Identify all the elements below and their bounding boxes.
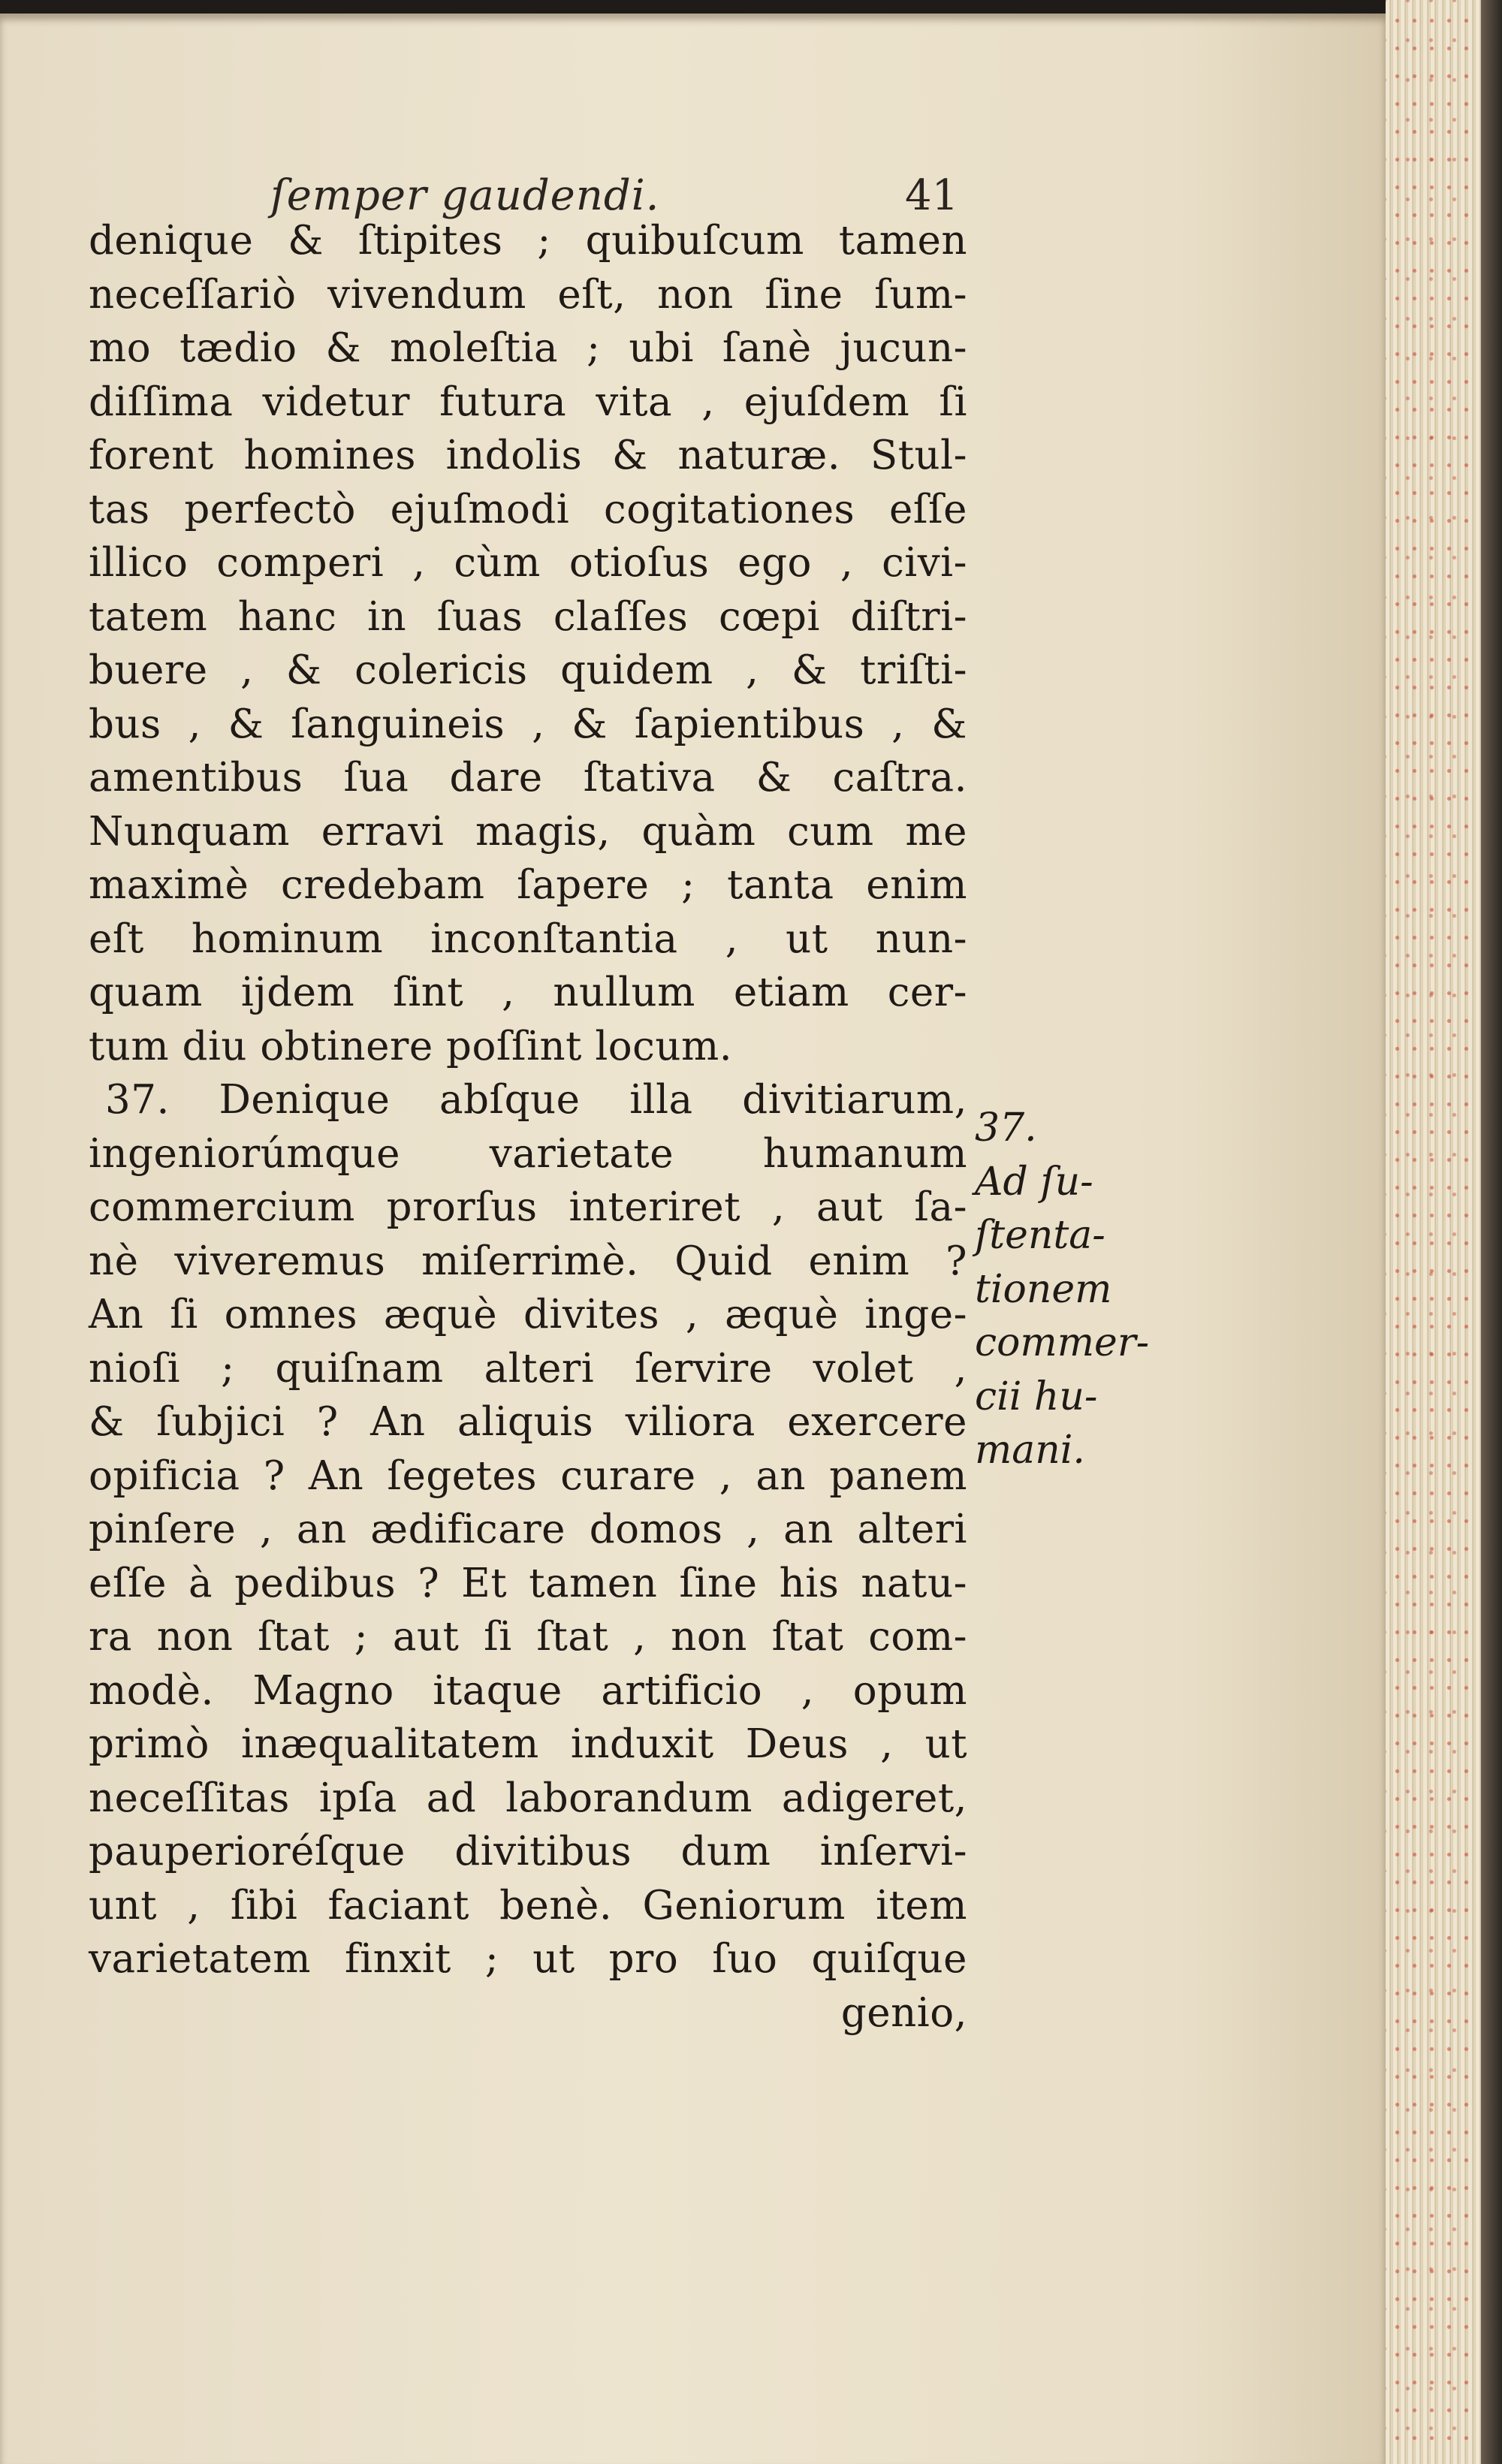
text-line: neceſſitas ipſa ad laborandum adigeret, [89,1775,967,1821]
text-line: amentibus ſua dare ſtativa & caſtra. [89,755,967,801]
margin-note-line: commer- [975,1320,1150,1365]
text-line: bus , & ſanguineis , & ſapientibus , & [89,701,967,747]
text-line: diſſima videtur futura vita , ejuſdem ſi [89,378,967,425]
margin-note-line: tionem [975,1266,1112,1312]
text-line: maximè credebam ſapere ; tanta enim [89,862,967,908]
text-line: An ſi omnes æquè divites , æquè inge- [89,1292,967,1338]
text-line: mo tædio & moleſtia ; ubi ſanè jucun- [89,325,967,371]
text-line: nè viveremus miſerrimè. Quid enim ? [89,1238,967,1284]
text-line: buere , & colericis quidem , & triſti- [89,647,967,693]
margin-note-line: cii hu- [975,1374,1098,1419]
margin-note-line: ſtenta- [975,1213,1105,1258]
text-line: ra non ſtat ; aut ſi ſtat , non ſtat com- [89,1614,967,1660]
text-line: commercium prorſus interiret , aut ſa- [89,1184,967,1230]
text-line: unt , ſibi faciant benè. Geniorum item [89,1882,967,1929]
margin-note-line: mani. [975,1428,1085,1473]
text-line: tatem hanc in ſuas claſſes cœpi diſtri- [89,593,967,640]
margin-note [975,1102,1163,1478]
text-line: tum diu obtinere poſſint locum. [89,1023,733,1069]
text-line: forent homines indolis & naturæ. Stul- [89,433,967,478]
text-line: tas perfectò ejuſmodi cogitationes eſſe [89,486,967,532]
margin-note-line: 37. [975,1105,1037,1151]
text-line: eſt hominum inconſtantia , ut nun- [89,915,967,962]
text-line: primò inæqualitatem induxit Deus , ut [89,1721,967,1767]
catchword: genio, [840,1989,967,2036]
text-line: Nunquam erravi magis, quàm cum me [89,808,967,855]
text-line: pinſere , an ædificare domos , an alteri [89,1506,967,1552]
body-text [89,214,967,2040]
text-line: ingeniorúmque varietate humanum [89,1130,967,1177]
text-line: illico comperi , cùm otioſus ego , civi- [89,540,967,586]
text-line: neceſſariò vivendum eſt, non ſine ſum- [89,271,967,318]
text-line: varietatem finxit ; ut pro ſuo quiſque [89,1936,967,1982]
text-line: denique & ſtipites ; quibuſcum tamen [89,218,967,264]
text-line: & ſubjici ? An aliquis viliora exercere [89,1399,967,1445]
text-line: 37. Denique abſque illa divitiarum, [105,1077,967,1123]
running-head: ſemper gaudendi. [270,171,660,220]
text-line: quam ijdem ſint , nullum etiam cer- [89,970,967,1015]
text-line: modè. Magno itaque artificio , opum [89,1667,967,1714]
text-line: eſſe à pedibus ? Et tamen ſine his natu- [89,1560,967,1606]
text-line: pauperioréſque divitibus dum inſervi- [89,1829,967,1874]
margin-note-line: Ad ſu- [975,1159,1093,1205]
text-line: opificia ? An ſegetes curare , an panem [89,1452,967,1499]
text-line: nioſi ; quiſnam alteri ſervire volet , [89,1345,967,1392]
page-edge-speckles [1386,0,1476,2464]
page-number: 41 [905,171,959,220]
